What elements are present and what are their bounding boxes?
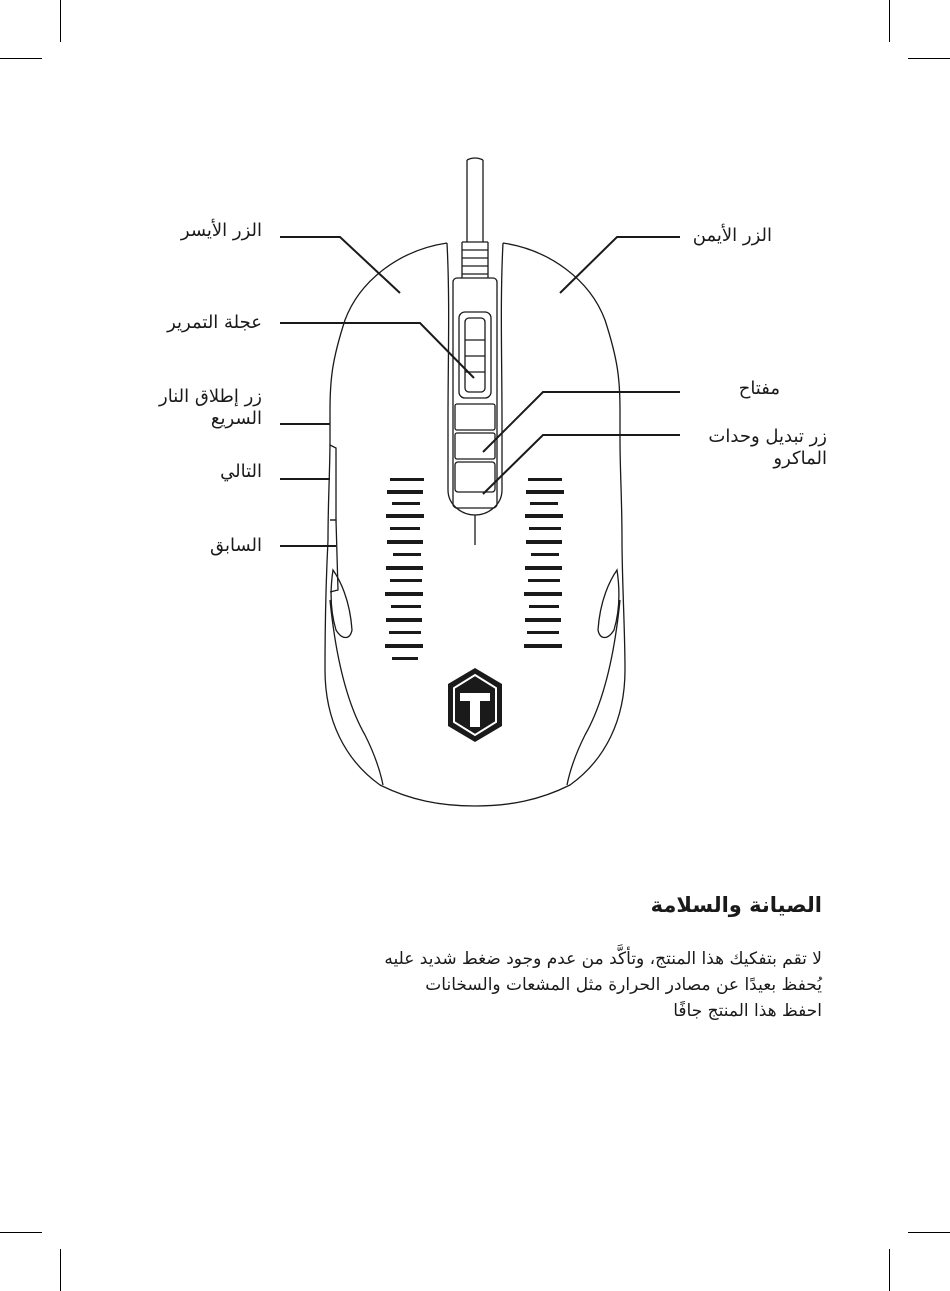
left-button-edge <box>447 243 475 515</box>
label-macro-line1: زر تبديل وحدات <box>708 426 827 447</box>
mouse-cable <box>462 158 488 278</box>
label-forward: التالي <box>220 461 262 482</box>
scroll-wheel-shape <box>459 312 491 398</box>
label-left-button: الزر الأيسر <box>180 220 262 241</box>
label-key: مفتاح <box>738 378 780 399</box>
crop-mark <box>0 1232 42 1233</box>
callout-macro <box>483 435 680 494</box>
crop-mark <box>908 1232 950 1233</box>
safety-item: لا تقم بتفكيك هذا المنتج، وتأكَّد من عدم وجود ضغط شديد عليه <box>384 949 822 969</box>
side-forward-button <box>330 445 336 520</box>
section-title: الصيانة والسلامة <box>650 893 822 917</box>
safety-item: يُحفظ بعيدًا عن مصادر الحرارة مثل المشعات والسخانات <box>425 975 822 995</box>
crop-mark <box>889 1249 890 1291</box>
label-rapid-fire-line1: زر إطلاق النار <box>159 386 262 407</box>
label-macro-line2: الماكرو <box>773 448 827 469</box>
callout-left-button <box>280 237 400 293</box>
label-back: السابق <box>209 535 262 556</box>
vent-texture-left <box>385 478 424 660</box>
label-scroll-wheel: عجلة التمرير <box>167 312 262 333</box>
label-rapid-fire <box>159 386 262 430</box>
label-right-button: الزر الأيمن <box>692 225 772 246</box>
callout-right-button <box>560 237 680 293</box>
logo-icon <box>448 668 502 742</box>
callout-scroll-wheel <box>280 323 474 378</box>
vent-texture-right <box>524 478 564 648</box>
label-rapid-fire-line2: السريع <box>210 408 262 429</box>
safety-list <box>262 946 822 1024</box>
callout-key <box>483 392 680 452</box>
label-macro-switch <box>708 426 827 470</box>
safety-item: احفظ هذا المنتج جافًا <box>673 1001 822 1021</box>
crop-mark <box>60 1249 61 1291</box>
right-button-edge <box>475 243 503 515</box>
